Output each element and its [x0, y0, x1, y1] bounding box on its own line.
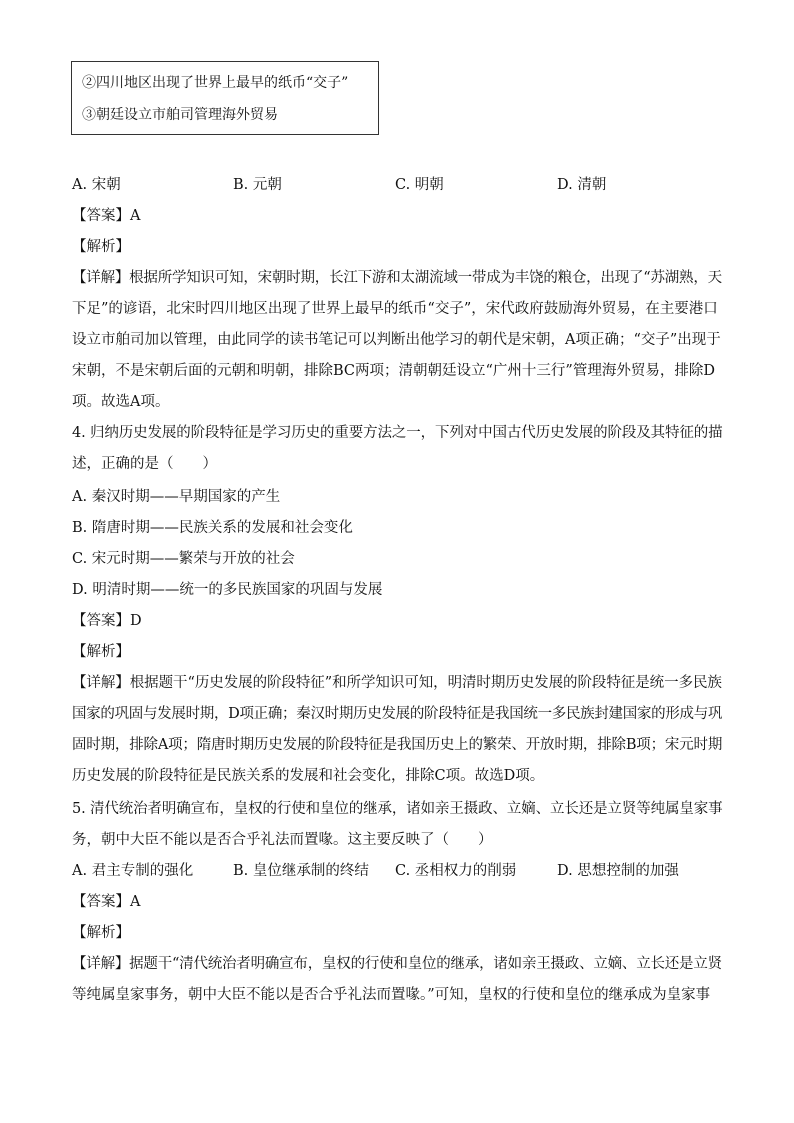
q3-option-a: A. 宋朝: [72, 177, 121, 193]
q3-detail-line: 宋朝，不是宋朝后面的元朝和明朝，排除BC两项；清朝朝廷设立“广州十三行”管理海外贸易，排除D: [72, 363, 715, 379]
q4-option-c: C. 宋元时期——繁荣与开放的社会: [72, 551, 295, 567]
q3-detail-line: 【详解】根据所学知识可知，宋朝时期，长江下游和太湖流域一带成为丰饶的粮仓，出现了“苏湖熟，天: [72, 270, 722, 286]
q5-stem-line: 务，朝中大臣不能以是否合乎礼法而置喙。这主要反映了（ ）: [72, 832, 493, 848]
q3-option-c: C. 明朝: [395, 177, 444, 193]
q5-detail-line: 【详解】据题干“清代统治者明确宣布，皇权的行使和皇位的继承，诸如亲王摄政、立嫡、立长还是立贤: [72, 956, 722, 972]
q4-analysis-heading: 【解析】: [72, 644, 130, 660]
q5-detail-line: 等纯属皇家事务，朝中大臣不能以是否合乎礼法而置喙。”可知，皇权的行使和皇位的继承成为皇家事: [72, 987, 711, 1003]
q4-detail-line: 国家的巩固与发展时期，D项正确；秦汉时期历史发展的阶段特征是我国统一多民族封建国家的形成与巩: [72, 706, 723, 722]
q5-option-d: D. 思想控制的加强: [557, 863, 679, 879]
q4-option-b: B. 隋唐时期——民族关系的发展和社会变化: [72, 520, 353, 536]
q3-detail-line: 设立市舶司加以管理，由此同学的读书笔记可以判断出他学习的朝代是宋朝，A项正确；“交子”出现于: [72, 332, 721, 348]
q5-analysis-heading: 【解析】: [72, 925, 130, 941]
q4-answer: 【答案】D: [72, 613, 142, 629]
q4-detail-line: 【详解】根据题干“历史发展的阶段特征”和所学知识可知，明清时期历史发展的阶段特征是统一多民族: [72, 675, 722, 691]
q5-option-c: C. 丞相权力的削弱: [395, 863, 517, 879]
q5-option-b: B. 皇位继承制的终结: [233, 863, 369, 879]
q5-answer: 【答案】A: [72, 894, 141, 910]
q4-stem-line: 述，正确的是（ ）: [72, 456, 217, 472]
q5-option-a: A. 君主专制的强化: [72, 863, 194, 879]
q5-stem-line: 5. 清代统治者明确宣布，皇权的行使和皇位的继承，诸如亲王摄政、立嫡、立长还是立贤等纯属皇家事: [72, 801, 723, 817]
q3-option-b: B. 元朝: [233, 177, 282, 193]
q4-stem-line: 4. 归纳历史发展的阶段特征是学习历史的重要方法之一，下列对中国古代历史发展的阶段及其特征的描: [72, 425, 723, 441]
q3-option-d: D. 清朝: [557, 177, 607, 193]
q3-analysis-heading: 【解析】: [72, 239, 130, 255]
q4-option-d: D. 明清时期——统一的多民族国家的巩固与发展: [72, 582, 383, 598]
q3-detail-line: 下足”的谚语，北宋时四川地区出现了世界上最早的纸币“交子”，宋代政府鼓励海外贸易，在主要港口: [72, 301, 718, 317]
q4-detail-line: 历史发展的阶段特征是民族关系的发展和社会变化，排除C项。故选D项。: [72, 768, 545, 784]
q3-detail-line: 项。故选A项。: [72, 394, 170, 410]
notes-box: [71, 61, 379, 135]
q3-answer: 【答案】A: [72, 208, 141, 224]
notes-line-3: ③朝廷设立市舶司管理海外贸易: [82, 107, 278, 123]
q4-option-a: A. 秦汉时期——早期国家的产生: [72, 489, 281, 505]
notes-line-2: ②四川地区出现了世界上最早的纸币“交子”: [82, 75, 349, 91]
q4-detail-line: 固时期，排除A项；隋唐时期历史发展的阶段特征是我国历史上的繁荣、开放时期，排除B项；宋元时期: [72, 737, 723, 753]
